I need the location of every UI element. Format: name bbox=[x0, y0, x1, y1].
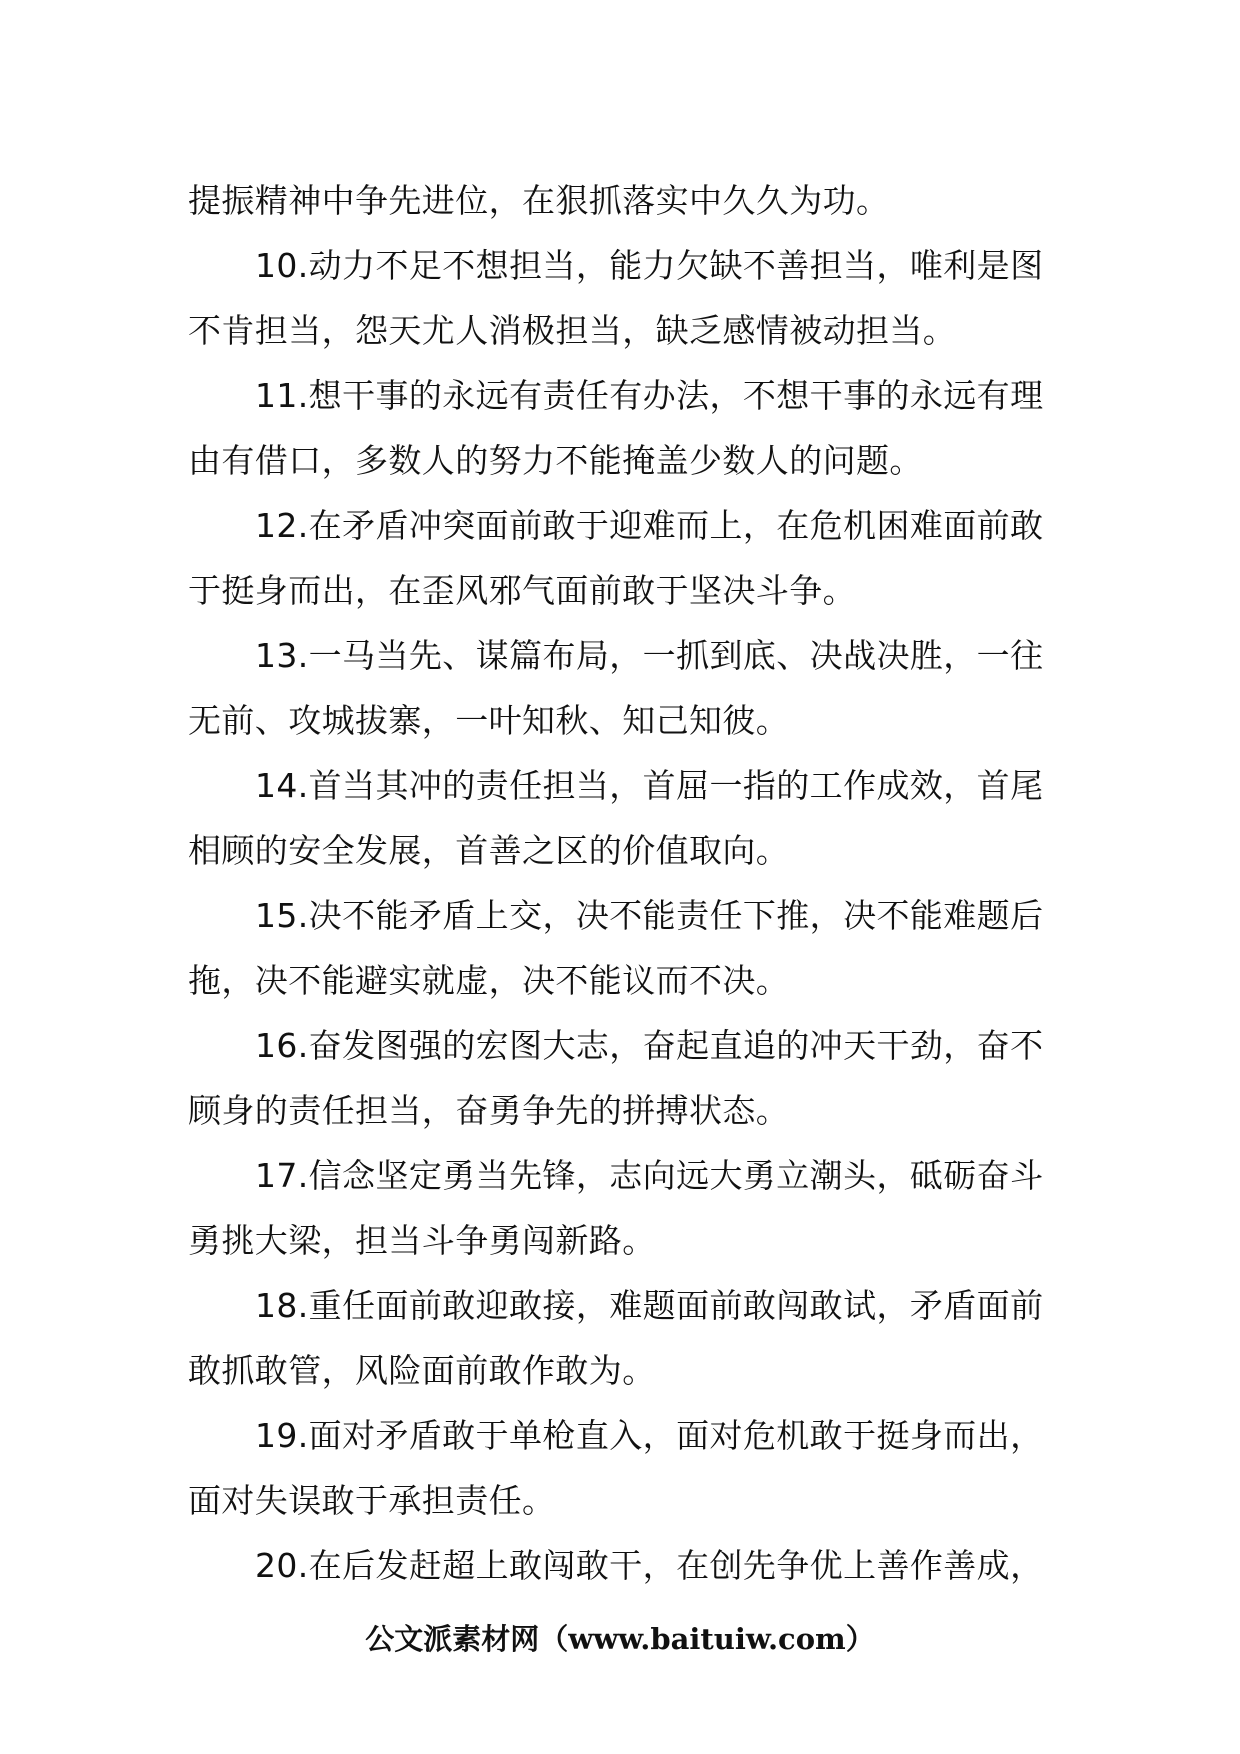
paragraph-item-17: 17.信念坚定勇当先锋，志向远大勇立潮头，砥砺奋斗勇挑大梁，担当斗争勇闯新路。 bbox=[188, 1156, 1044, 1260]
paragraph-item-15: 15.决不能矛盾上交，决不能责任下推，决不能难题后拖，决不能避实就虚，决不能议而不决。 bbox=[188, 896, 1044, 1000]
page-footer-watermark: 公文派素材网（www.baituiw.com） bbox=[365, 1622, 875, 1656]
paragraph-item-10: 10.动力不足不想担当，能力欠缺不善担当，唯利是图不肯担当，怨天尤人消极担当，缺乏感情被动担当。 bbox=[188, 246, 1044, 350]
paragraph-continuation: 提振精神中争先进位，在狠抓落实中久久为功。 bbox=[188, 181, 890, 220]
paragraph-item-14: 14.首当其冲的责任担当，首屈一指的工作成效，首尾相顾的安全发展，首善之区的价值取向。 bbox=[188, 766, 1044, 870]
document-body bbox=[188, 168, 1066, 1598]
paragraph-item-13: 13.一马当先、谋篇布局，一抓到底、决战决胜，一往无前、攻城拔寨，一叶知秋、知己知彼。 bbox=[188, 636, 1044, 740]
paragraph-item-11: 11.想干事的永远有责任有办法，不想干事的永远有理由有借口，多数人的努力不能掩盖少数人的问题。 bbox=[188, 376, 1044, 480]
paragraph-item-20: 20.在后发赶超上敢闯敢干，在创先争优上善作善成， bbox=[255, 1546, 1044, 1585]
paragraph-item-16: 16.奋发图强的宏图大志，奋起直追的冲天干劲，奋不顾身的责任担当，奋勇争先的拼搏状态。 bbox=[188, 1026, 1044, 1130]
paragraph-item-18: 18.重任面前敢迎敢接，难题面前敢闯敢试，矛盾面前敢抓敢管，风险面前敢作敢为。 bbox=[188, 1286, 1044, 1390]
paragraph-item-12: 12.在矛盾冲突面前敢于迎难而上，在危机困难面前敢于挺身而出，在歪风邪气面前敢于坚决斗争。 bbox=[188, 506, 1044, 610]
paragraph-item-19: 19.面对矛盾敢于单枪直入，面对危机敢于挺身而出，面对失误敢于承担责任。 bbox=[188, 1416, 1044, 1520]
